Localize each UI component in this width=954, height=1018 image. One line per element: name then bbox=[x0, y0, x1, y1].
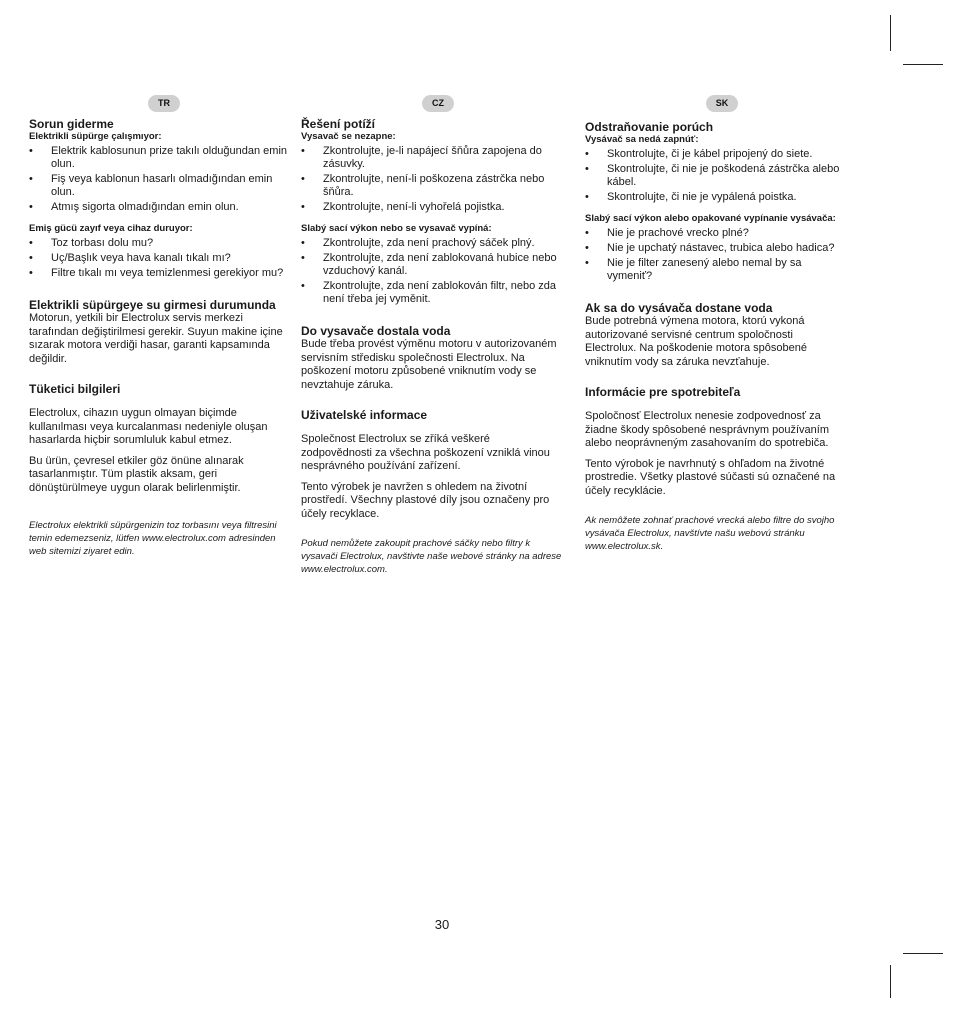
cz-list1 bbox=[301, 145, 563, 214]
sk-water-title: Ak sa do vysávača dostane voda bbox=[585, 301, 773, 315]
list-item: • Zkontrolujte, zda není prachový sáček plný. bbox=[301, 237, 563, 250]
list-item: • Nie je filter zanesený alebo nemal by sa vymeniť? bbox=[585, 257, 847, 283]
tr-consumer-title: Tüketici bilgileri bbox=[29, 382, 121, 396]
tr-sub2: Emiş gücü zayıf veya cihaz duruyor: bbox=[29, 223, 193, 234]
sk-title: Odstraňovanie porúch bbox=[585, 120, 714, 134]
cz-consumer-title: Uživatelské informace bbox=[301, 408, 428, 422]
tr-list1 bbox=[29, 145, 291, 214]
sk-list2 bbox=[585, 227, 847, 283]
cz-list2 bbox=[301, 237, 563, 306]
sk-consumer-title: Informácie pre spotrebiteľa bbox=[585, 385, 741, 399]
list-item: • Elektrik kablosunun prize takılı olduğundan emin olun. bbox=[29, 145, 291, 171]
tr-sub1: Elektrikli süpürge çalışmıyor: bbox=[29, 131, 162, 142]
crop-mark-bottom-vertical bbox=[890, 965, 891, 998]
list-item: • Zkontrolujte, není-li vyhořelá pojistka. bbox=[301, 201, 563, 214]
crop-mark-top-vertical bbox=[890, 15, 891, 51]
crop-mark-bottom-horizontal bbox=[903, 953, 943, 954]
tr-note: Electrolux elektrikli süpürgenizin toz torbasını veya filtresini temin edemezseniz, lütfen www.electrolux.com adresinden web sitemizi ziyaret edin. bbox=[29, 520, 277, 557]
column-cz bbox=[301, 117, 563, 576]
crop-mark-top-horizontal bbox=[903, 64, 943, 65]
list-item: • Skontrolujte, či nie je vypálená poistka. bbox=[585, 191, 847, 204]
list-item: • Nie je upchatý nástavec, trubica alebo hadica? bbox=[585, 242, 847, 255]
cz-sub2: Slabý sací výkon nebo se vysavač vypíná: bbox=[301, 223, 492, 234]
list-item: • Nie je prachové vrecko plné? bbox=[585, 227, 847, 240]
list-item: • Filtre tıkalı mı veya temizlenmesi gerekiyor mu? bbox=[29, 267, 291, 280]
lang-badge-sk: SK bbox=[706, 95, 738, 112]
lang-badge-cz: CZ bbox=[422, 95, 454, 112]
list-item: • Atmış sigorta olmadığından emin olun. bbox=[29, 201, 291, 214]
sk-list1 bbox=[585, 148, 847, 204]
cz-water-title: Do vysavače dostala voda bbox=[301, 324, 451, 338]
list-item: • Zkontrolujte, není-li poškozena zástrčka nebo šňůra. bbox=[301, 173, 563, 199]
column-sk bbox=[585, 120, 847, 553]
list-item: • Fiş veya kablonun hasarlı olmadığından emin olun. bbox=[29, 173, 291, 199]
cz-sub1: Vysavač se nezapne: bbox=[301, 131, 396, 142]
lang-badge-tr-wrap bbox=[148, 93, 180, 112]
list-item: • Toz torbası dolu mu? bbox=[29, 237, 291, 250]
tr-consumer-text2: Bu ürün, çevresel etkiler göz önüne alınarak tasarlanmıştır. Tüm plastik aksam, geri dönüştürülmeye uygun olarak belirlenmiştir. bbox=[29, 454, 244, 494]
lang-badge-tr: TR bbox=[148, 95, 180, 112]
cz-title: Řešení potíží bbox=[301, 117, 376, 131]
tr-title: Sorun giderme bbox=[29, 117, 114, 131]
lang-badge-cz-wrap bbox=[422, 93, 454, 112]
tr-list2 bbox=[29, 237, 291, 280]
cz-water-text: Bude třeba provést výměnu motoru v autorizovaném servisním středisku společnosti Electrolux. Na poškození motoru způsobené vniknutím vody se nevztahuje záruka. bbox=[301, 338, 557, 391]
list-item: • Zkontrolujte, je-li napájecí šňůra zapojena do zásuvky. bbox=[301, 145, 563, 171]
tr-consumer-text1: Electrolux, cihazın uygun olmayan biçimde kullanılması veya kurcalanması nedeniyle oluşan hasarlarda hiçbir sorumluluk kabul etmez. bbox=[29, 407, 268, 446]
tr-water-title: Elektrikli süpürgeye su girmesi durumunda bbox=[29, 298, 276, 312]
list-item: • Zkontrolujte, zda není zablokován filtr, nebo zda není třeba jej vyměnit. bbox=[301, 280, 563, 306]
list-item: • Skontrolujte, či je kábel pripojený do siete. bbox=[585, 148, 847, 161]
sk-sub1: Vysávač sa nedá zapnúť: bbox=[585, 134, 699, 145]
column-tr bbox=[29, 117, 291, 558]
cz-consumer-text2: Tento výrobek je navržen s ohledem na životní prostředí. Všechny plastové díly jsou označeny pro účely recyklace. bbox=[301, 480, 550, 520]
list-item: • Uç/Başlık veya hava kanalı tıkalı mı? bbox=[29, 252, 291, 265]
sk-sub2: Slabý sací výkon alebo opakované vypínanie vysávača: bbox=[585, 213, 836, 224]
cz-consumer-text1: Společnost Electrolux se zříká veškeré zodpovědnosti za všechna poškození vzniklá vinou nesprávného používání zařízení. bbox=[301, 433, 550, 472]
list-item: • Skontrolujte, či nie je poškodená zástrčka alebo kábel. bbox=[585, 163, 847, 189]
page-number: 30 bbox=[434, 917, 450, 932]
sk-consumer-text1: Spoločnosť Electrolux nenesie zodpovednosť za žiadne škody spôsobené nesprávnym používaním alebo neoprávneným zasahovaním do spotrebiča. bbox=[585, 410, 829, 449]
sk-water-text: Bude potrebná výmena motora, ktorú vykoná autorizované servisné centrum spoločnosti Electrolux. Na poškodenie motora spôsobené vniknutím vody sa záruka nevzťahuje. bbox=[585, 315, 807, 368]
lang-badge-sk-wrap bbox=[706, 93, 738, 112]
sk-consumer-text2: Tento výrobok je navrhnutý s ohľadom na životné prostredie. Všetky plastové súčasti sú označené na účely recyklácie. bbox=[585, 457, 836, 497]
list-item: • Zkontrolujte, zda není zablokovaná hubice nebo vzduchový kanál. bbox=[301, 252, 563, 278]
tr-water-text: Motorun, yetkili bir Electrolux servis merkezi tarafından değiştirilmesi gerekir. Suyun makine içine sızarak motora verdiği hasar, garanti kapsamında değildir. bbox=[29, 312, 283, 365]
cz-note: Pokud nemůžete zakoupit prachové sáčky nebo filtry k vysavači Electrolux, navštivte naše webové stránky na adrese www.electrolux.com. bbox=[301, 538, 562, 575]
sk-note: Ak nemôžete zohnať prachové vrecká alebo filtre do svojho vysávača Electrolux, navštívte našu webovú stránku www.electrolux.sk. bbox=[585, 515, 835, 552]
